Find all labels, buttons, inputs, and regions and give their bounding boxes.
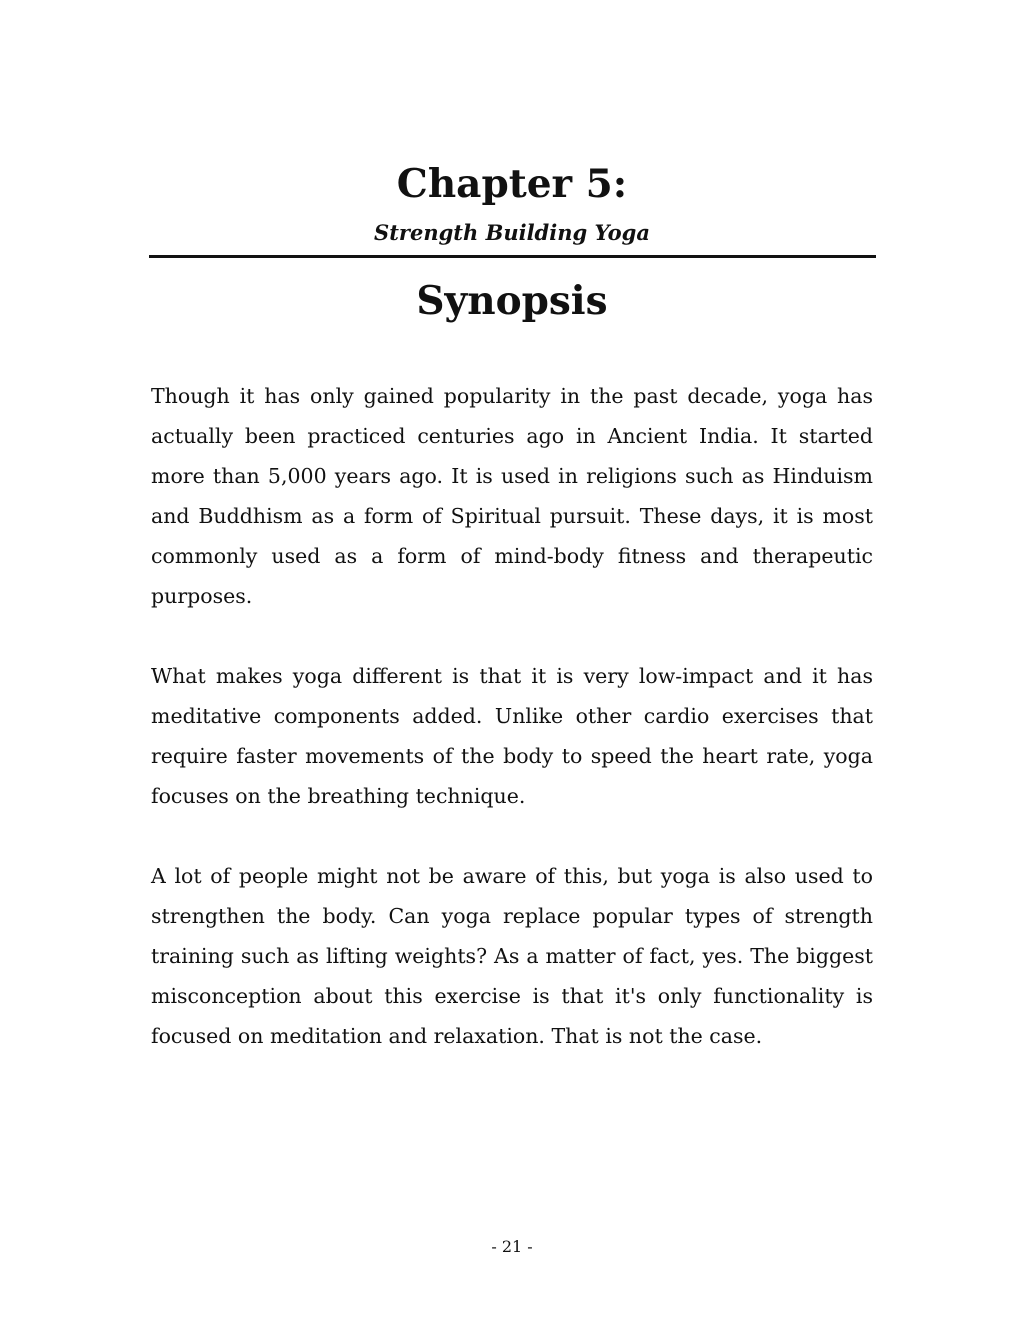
- paragraph: What makes yoga different is that it is very low-impact and it has meditative components added. Unlike other cardio exercises that require faster movements of the body to speed the heart rate, yoga focuses on the breathing technique.: [151, 664, 873, 808]
- section-title: Synopsis: [416, 278, 608, 324]
- page-number: - 21 -: [491, 1237, 533, 1256]
- body-text: [151, 376, 873, 1096]
- title-divider: [149, 255, 876, 258]
- chapter-subtitle: Strength Building Yoga: [374, 220, 650, 245]
- paragraph: Though it has only gained popularity in the past decade, yoga has actually been practiced centuries ago in Ancient India. It started more than 5,000 years ago. It is used in religions such as Hinduism and Buddhism as a form of Spiritual pursuit. These days, it is most commonly used as a form of mind-body fitness and therapeutic purposes.: [151, 384, 873, 608]
- paragraph: A lot of people might not be aware of this, but yoga is also used to strengthen the body. Can yoga replace popular types of strength training such as lifting weights? As a matter of fact, yes. The biggest misconception about this exercise is that it's only functionality is focused on meditation and relaxation. That is not the case.: [151, 864, 873, 1048]
- chapter-title: Chapter 5:: [396, 161, 628, 207]
